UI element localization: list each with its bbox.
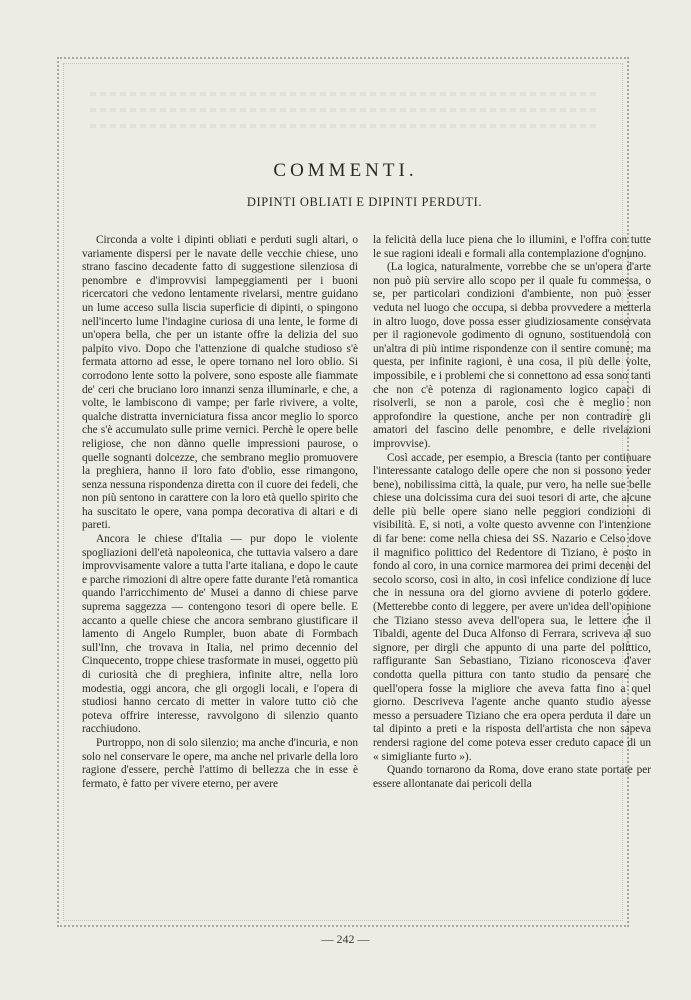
show-through-line xyxy=(90,92,600,96)
show-through-line xyxy=(90,124,600,128)
right-column xyxy=(373,234,651,791)
paragraph: (La logica, naturalmente, vorrebbe che se un'opera d'arte non può più servire allo scopo per il quale fu commessa, o se, per particolari condizioni d'ambiente, non può esser veduta nel luogo che occupa, si debba provvedere a metterla in altro luogo, dove possa esser giudiziosamente conservata per il ragionevole godimento di ognuno, sostituendola con un'altra di più intime rispondenze con il sentire comune; ma questa, per infinite ragioni, è una cosa, il più delle volte, impossibile, e i problemi che si connettono ad essa sono tanti che non c'è potenza di ragionamento logico capaci di risolverli, se non a parole, così che è meglio non approfondire la questione, anche per non contradire gli amatori del fascino delle penombre, e delle rivelazioni improvvise). xyxy=(373,261,651,450)
paragraph: la felicità della luce piena che lo illumini, e l'offra con tutte le sue ragioni ideali e formali alla contemplazione d'ognuno. xyxy=(373,234,651,260)
show-through-line xyxy=(90,108,600,112)
paragraph: Purtroppo, non di solo silenzio; ma anche d'incuria, e non solo nel conservare le opere, ma anche nel privarle della loro ragione d'essere, perchè l'attimo di bellezza che in esse è fermato, è fatto per vivere eterno, per avere xyxy=(82,736,358,790)
paragraph: Circonda a volte i dipinti obliati e perduti sugli altari, o variamente dispersi per le navate delle vecchie chiese, uno strano fascino decadente fatto di suggestione silenziosa di penombre e d'improvvisi lampeggiamenti per i buoni ricercatori che vedono lentamente rivelarsi, mentre guidano un lume acceso sulla liscia superficie di dipinti, o spingono nell'incerto lume l'indagine curiosa di una lente, le forme di un'opera bella, che per un istante offre la delizia del suo palpito vivo. Dopo che l'attenzione di qualche studioso s'è fermata attorno ad esse, le opere tornano nel loro oblio. Si corrodono lente sotto la polvere, sono esposte alle fiammate de' ceri che bruciano loro innanzi senza illuminarle, e che, a volte, le lambiscono di vampe; per farle rivivere, a volte, qualche distratta inverniciatura fissa ancor meglio lo sporco che s'è accumulato sulle prime vernici. Perchè le opere belle religiose, che non dànno quelle impressioni paurose, o quelle sognanti dolcezze, che sembrano meglio promuovere la preghiera, hanno il loro fato d'oblio, esse rimangono, senza nessuna rispondenza diretta con il cuore dei fedeli, che non più sentono in carattere con la loro età quello spirito che ha suscitato le opere, vana pompa decorativa di altari e di pareti. xyxy=(82,234,358,532)
paragraph: Quando tornarono da Roma, dove erano state portate per essere allontanate dai pericoli della xyxy=(373,764,651,790)
page-number: — 242 — xyxy=(321,932,370,946)
paragraph: Ancora le chiese d'Italia — pur dopo le violente spogliazioni dell'età napoleonica, che tuttavia valsero a dare improvvisamente valore a tutta l'arte italiana, e dopo le caute e parche rimozioni di altre opere fatte durante l'età romantica quando l'arricchimento de' Musei a danno di chiese parve suprema saggezza — contengono tesori di opere belle. E accanto a quelle chiese che ancora sembrano giustificare il lamento di Angelo Rumpler, buon abate di Formbach sull'Inn, che trovava in Italia, nel primo decennio del Cinquecento, troppe chiese trasformate in musei, oggetto più di curiosità che di preghiera, infinite altre, nella loro modestia, oggi ancora, che gli orgogli locali, e l'opera di studiosi hanno cercato di metter in valore tutto ciò che poteva offrire interesse, ravvolgono di silenzio quanto racchiudono. xyxy=(82,533,358,736)
article-title: DIPINTI OBLIATI E DIPINTI PERDUTI. xyxy=(246,195,483,209)
section-title: COMMENTI. xyxy=(273,160,418,181)
left-column xyxy=(82,234,358,791)
paragraph: Così accade, per esempio, a Brescia (tanto per continuare l'interessante catalogo delle opere che non si possono veder bene), nobilissima città, la quale, pur vero, ha nelle sue belle chiese una dolcissima cura dei suoi tesori di arte, che alcune delle più belle opere siano nelle peggiori condizioni di visibilità. E, si noti, a volte questo avvenne con l'intenzione di far bene: come nella chiesa dei SS. Nazario e Celso dove il magnifico polittico del Redentore di Tiziano, è posto in fondo al coro, in una cornice marmorea dei primi decenni del secolo scorso, così in alto, in così infelice condizione di luce che in nessuna ora del giorno avviene di poterlo godere. (Metterebbe conto di leggere, per avere un'idea dell'opinione che Tiziano stesso aveva dell'opera sua, le lettere che il Tibaldi, agente del Duca Alfonso di Ferrara, scriveva al suo signore, per dirgli che appunto di una parte del polittico, raffigurante San Sebastiano, Tiziano riconosceva d'aver condotta quella pittura con tanto studio da pensare che quell'opera fosse la migliore che aveva fatta fino a quel giorno. Descriveva l'agente anche quanto studio avesse messo a persuadere Tiziano che era opera perduta il dare un tal dipinto a preti e la risposta dell'artista che non sapeva rendersi ragione del come poteva esser creduto capace di un « simigliante furto »). xyxy=(373,451,651,763)
